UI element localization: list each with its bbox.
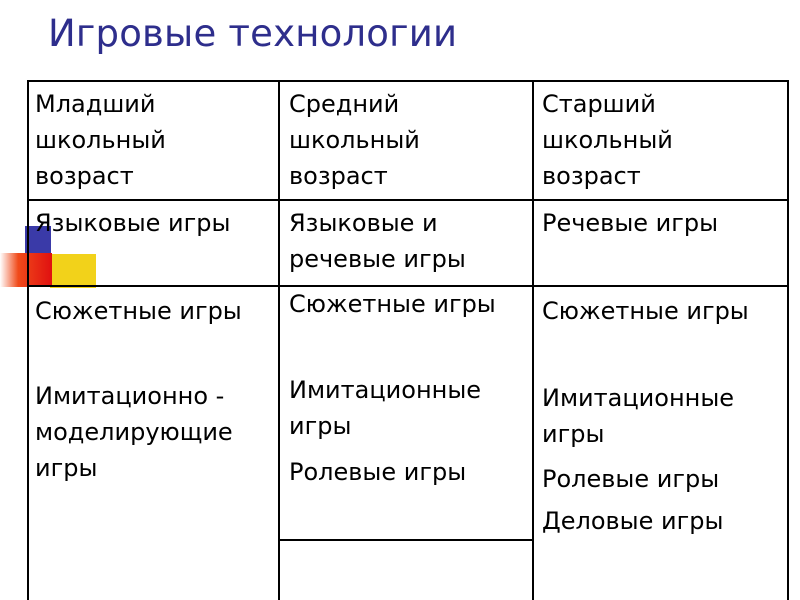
table-row-divider xyxy=(27,199,789,201)
cell-senior-imitation-games: Имитационные игры xyxy=(542,384,735,448)
cell-senior-business-games: Деловые игры xyxy=(542,507,724,535)
cell-senior-plot-games: Сюжетные игры xyxy=(542,297,749,325)
header-middle-age: Средний школьный возраст xyxy=(289,90,420,190)
table-row-divider xyxy=(279,539,533,541)
cell-middle-plot-games: Сюжетные игры xyxy=(289,290,496,318)
cell-senior-speech-games: Речевые игры xyxy=(542,209,719,237)
cell-middle-imitation-games: Имитационные игры xyxy=(289,376,482,440)
header-junior-age: Младший школьный возраст xyxy=(35,90,166,190)
cell-junior-plot-games: Сюжетные игры xyxy=(35,297,242,325)
cell-junior-language-games: Языковые игры xyxy=(35,209,231,237)
table-border-top xyxy=(27,80,789,82)
header-senior-age: Старший школьный возраст xyxy=(542,90,673,190)
decorative-red-square xyxy=(0,253,52,287)
page-title: Игровые технологии xyxy=(48,12,458,55)
table-border-left xyxy=(27,80,29,600)
cell-junior-imitation-games: Имитационно - моделирующие игры xyxy=(35,382,233,482)
decorative-yellow-square xyxy=(50,254,96,288)
table-column-divider xyxy=(278,80,280,600)
cell-middle-language-speech-games: Языковые и речевые игры xyxy=(289,209,466,273)
cell-senior-role-games: Ролевые игры xyxy=(542,465,720,493)
table-border-right xyxy=(787,80,789,600)
table-column-divider xyxy=(532,80,534,600)
cell-middle-role-games: Ролевые игры xyxy=(289,458,467,486)
